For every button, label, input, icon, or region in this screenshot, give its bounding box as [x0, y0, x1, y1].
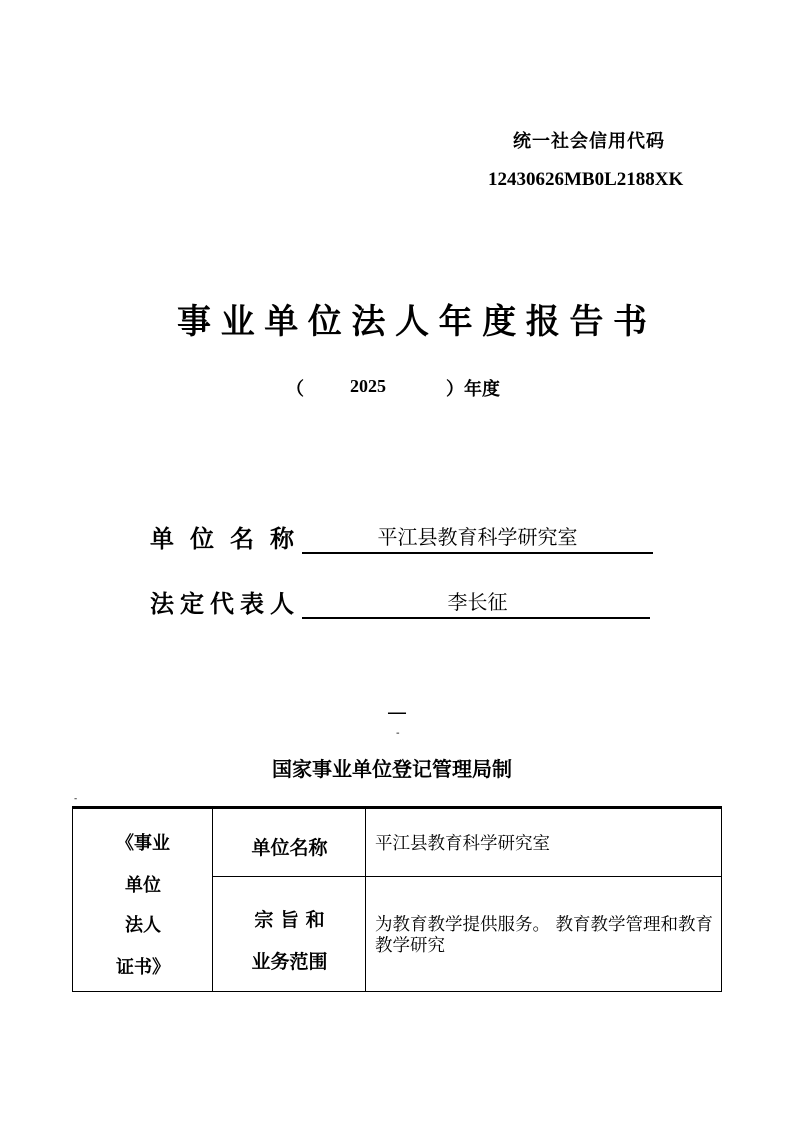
stray-dash-mark: —: [387, 700, 407, 724]
table-label-purpose: 宗 旨 和: [254, 909, 325, 931]
certificate-side-label: 证书》: [116, 957, 170, 978]
document-title: 事业单位法人年度报告书: [177, 302, 657, 342]
table-label-purpose: 业务范围: [251, 951, 328, 973]
report-year: 2025: [350, 376, 386, 396]
table-divider: [212, 876, 721, 877]
unit-name-label: 单 位 名 称: [150, 525, 294, 553]
year-open-paren: （: [286, 379, 304, 400]
unit-name-underline: [302, 552, 653, 554]
year-suffix: ）年度: [446, 379, 500, 400]
certificate-table: [72, 806, 722, 992]
certificate-side-label: 《事业: [116, 833, 170, 854]
certificate-side-label: 单位: [125, 875, 161, 896]
stray-dash-mark: -: [74, 794, 78, 804]
table-value-unit-name: 平江县教育科学研究室: [375, 834, 550, 854]
certificate-side-label: 法人: [125, 915, 161, 936]
table-label-unit-name: 单位名称: [251, 837, 328, 859]
stray-dash-mark: -: [396, 728, 400, 739]
credit-code-label: 统一社会信用代码: [513, 131, 665, 152]
legal-representative-value: 李长征: [447, 590, 508, 614]
unit-name-value: 平江县教育科学研究室: [377, 525, 578, 549]
issuer-line: 国家事业单位登记管理局制: [272, 757, 512, 781]
table-value-purpose: 为教育教学提供服务。 教育教学管理和教育教学研究: [375, 915, 714, 956]
legal-representative-label: 法定代表人: [150, 590, 294, 618]
credit-code-value: 12430626MB0L2188XK: [488, 169, 684, 190]
legal-representative-underline: [302, 617, 650, 619]
